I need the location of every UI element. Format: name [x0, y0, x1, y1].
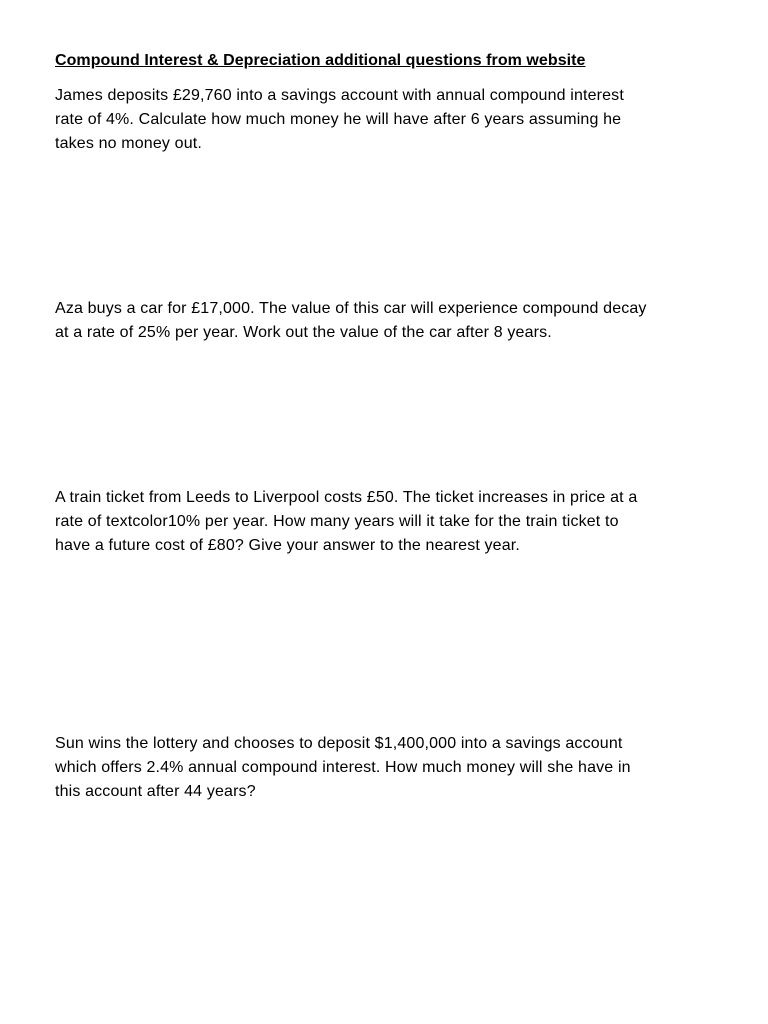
question-3 [55, 486, 735, 558]
question-4-line-3: this account after 44 years? [55, 783, 256, 800]
question-2-line-2: at a rate of 25% per year. Work out the value of the car after 8 years. [55, 324, 552, 341]
question-1-line-3: takes no money out. [55, 135, 202, 152]
question-3-line-1: A train ticket from Leeds to Liverpool costs £50. The ticket increases in price at a [55, 489, 638, 506]
question-1-line-2: rate of 4%. Calculate how much money he will have after 6 years assuming he [55, 111, 622, 128]
question-4-line-2: which offers 2.4% annual compound interest. How much money will she have in [55, 759, 631, 776]
question-4-line-1: Sun wins the lottery and chooses to deposit $1,400,000 into a savings account [55, 735, 623, 752]
question-1-line-1: James deposits £29,760 into a savings account with annual compound interest [55, 87, 624, 104]
question-3-line-2: rate of textcolor10% per year. How many years will it take for the train ticket to [55, 513, 619, 530]
question-3-line-3: have a future cost of £80? Give your answer to the nearest year. [55, 537, 520, 554]
question-1 [55, 84, 735, 156]
document-title: Compound Interest & Depreciation additional questions from website [55, 52, 586, 69]
question-4 [55, 732, 735, 804]
question-2 [55, 297, 735, 345]
question-2-line-1: Aza buys a car for £17,000. The value of this car will experience compound decay [55, 300, 647, 317]
